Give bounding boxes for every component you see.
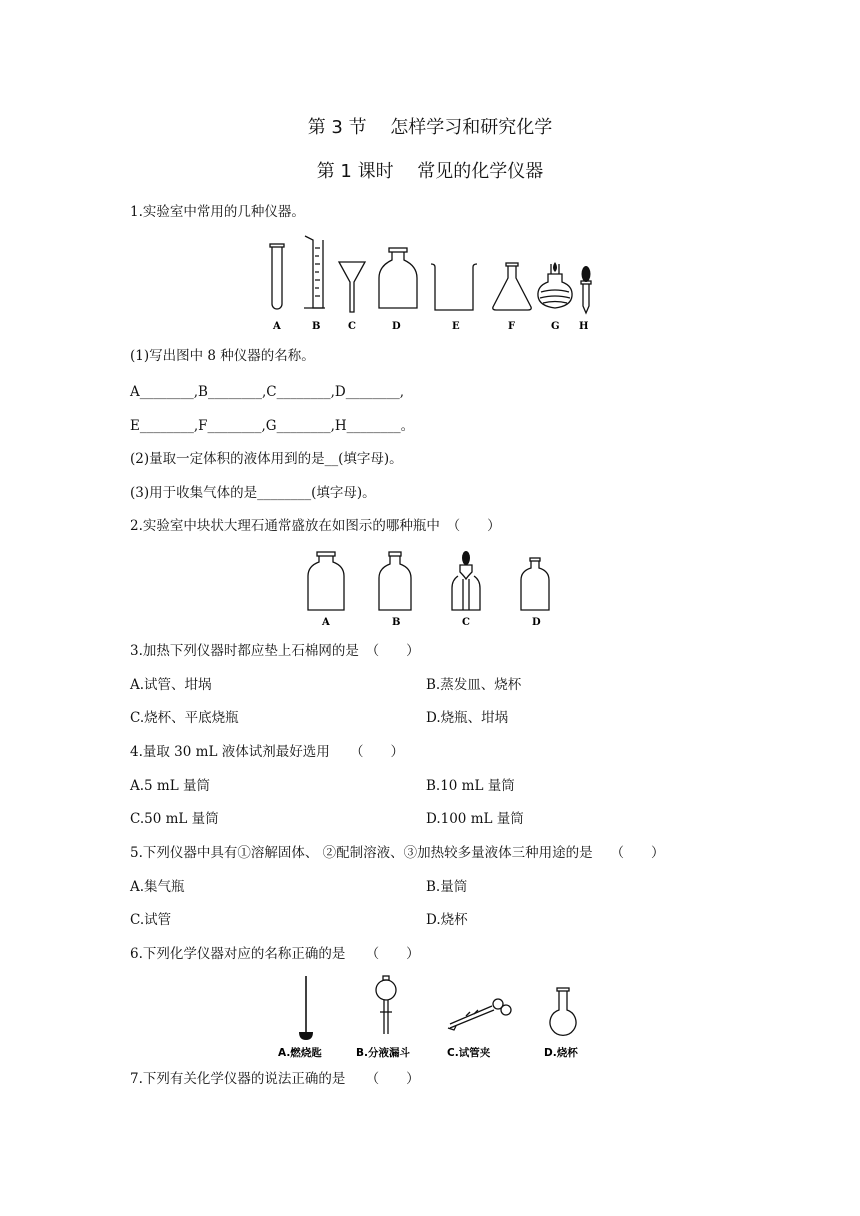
q1-fig-label: B — [312, 321, 321, 332]
q4-option-a[interactable]: A.5 mL 量筒 — [130, 778, 210, 794]
round-bottom-flask-icon — [550, 988, 576, 1035]
q3-option-b[interactable]: B.蒸发皿、烧杯 — [426, 677, 522, 693]
q1-fig-label: H — [579, 321, 589, 332]
conical-flask-icon — [493, 263, 531, 310]
q2-fig-label: D — [532, 617, 541, 628]
q2-fig-label: A — [322, 617, 330, 628]
q2-fig-label: C — [462, 617, 470, 628]
q2-stem: 2.实验室中块状大理石通常盛放在如图示的哪种瓶中 （ ） — [130, 518, 501, 534]
dropper-icon — [581, 266, 591, 313]
q6-fig-label: D.烧杯 — [544, 1047, 578, 1059]
q2-fig-label: B — [392, 617, 401, 628]
q6-fig-label: B.分液漏斗 — [356, 1047, 410, 1059]
separatory-funnel-icon — [376, 976, 396, 1034]
q6-stem: 6.下列化学仪器对应的名称正确的是 （ ） — [130, 946, 420, 962]
q3-stem: 3.加热下列仪器时都应垫上石棉网的是 （ ） — [130, 643, 420, 659]
q2-bottle-figure — [300, 548, 562, 630]
narrow-mouth-bottle-icon — [379, 552, 411, 610]
q1-fig-label: F — [508, 321, 516, 332]
gas-collecting-bottle-icon — [379, 248, 417, 308]
q5-option-d[interactable]: D.烧杯 — [426, 912, 468, 928]
q5-option-a[interactable]: A.集气瓶 — [130, 879, 185, 895]
q3-option-a[interactable]: A.试管、坩埚 — [130, 677, 212, 693]
q1-fig-label: D — [392, 321, 401, 332]
q1-fig-label: A — [273, 321, 281, 332]
q6-fig-label: A.燃烧匙 — [278, 1047, 322, 1059]
q6-instrument-figure — [270, 972, 600, 1064]
graduated-cylinder-icon — [304, 236, 325, 308]
test-tube-holder-icon — [448, 999, 511, 1030]
q4-stem: 4.量取 30 mL 液体试剂最好选用 （ ） — [130, 744, 404, 760]
q1-fig-label: E — [452, 321, 460, 332]
q4-option-c[interactable]: C.50 mL 量筒 — [130, 811, 219, 827]
alcohol-lamp-icon — [538, 262, 572, 308]
q1-fig-label: G — [551, 321, 560, 332]
q7-stem: 7.下列有关化学仪器的说法正确的是 （ ） — [130, 1071, 420, 1087]
q5-option-b[interactable]: B.量筒 — [426, 879, 468, 895]
lesson-title: 第 1 课时 常见的化学仪器 — [316, 161, 544, 182]
dropper-bottle-icon — [452, 551, 480, 610]
q1-fig-label: C — [348, 321, 356, 332]
q5-option-c[interactable]: C.试管 — [130, 912, 172, 928]
q1-sub3: (3)用于收集气体的是________(填字母)。 — [130, 485, 376, 501]
beaker-icon — [431, 264, 477, 310]
q4-option-d[interactable]: D.100 mL 量筒 — [426, 811, 524, 827]
q1-sub2: (2)量取一定体积的液体用到的是__(填字母)。 — [130, 451, 403, 467]
test-tube-icon — [270, 244, 284, 309]
q5-stem: 5.下列仪器中具有①溶解固体、 ②配制溶液、③加热较多量液体三种用途的是 （ ） — [130, 845, 665, 861]
combustion-spoon-icon — [299, 976, 313, 1040]
q1-stem: 1.实验室中常用的几种仪器。 — [130, 204, 305, 220]
q3-option-c[interactable]: C.烧杯、平底烧瓶 — [130, 710, 239, 726]
funnel-icon — [339, 262, 365, 312]
wide-mouth-bottle-icon — [308, 552, 344, 610]
q1-instrument-figure — [255, 234, 600, 336]
q3-option-d[interactable]: D.烧瓶、坩埚 — [426, 710, 509, 726]
reagent-bottle-icon — [521, 558, 549, 610]
q6-fig-label: C.试管夹 — [447, 1047, 491, 1059]
q1-blanks-row1[interactable]: A________,B________,C________,D________, — [130, 384, 404, 400]
section-title: 第 3 节 怎样学习和研究化学 — [307, 117, 553, 138]
q1-sub1: (1)写出图中 8 种仪器的名称。 — [130, 348, 315, 364]
q1-blanks-row2[interactable]: E________,F________,G________,H________。 — [130, 418, 415, 434]
q4-option-b[interactable]: B.10 mL 量筒 — [426, 778, 515, 794]
